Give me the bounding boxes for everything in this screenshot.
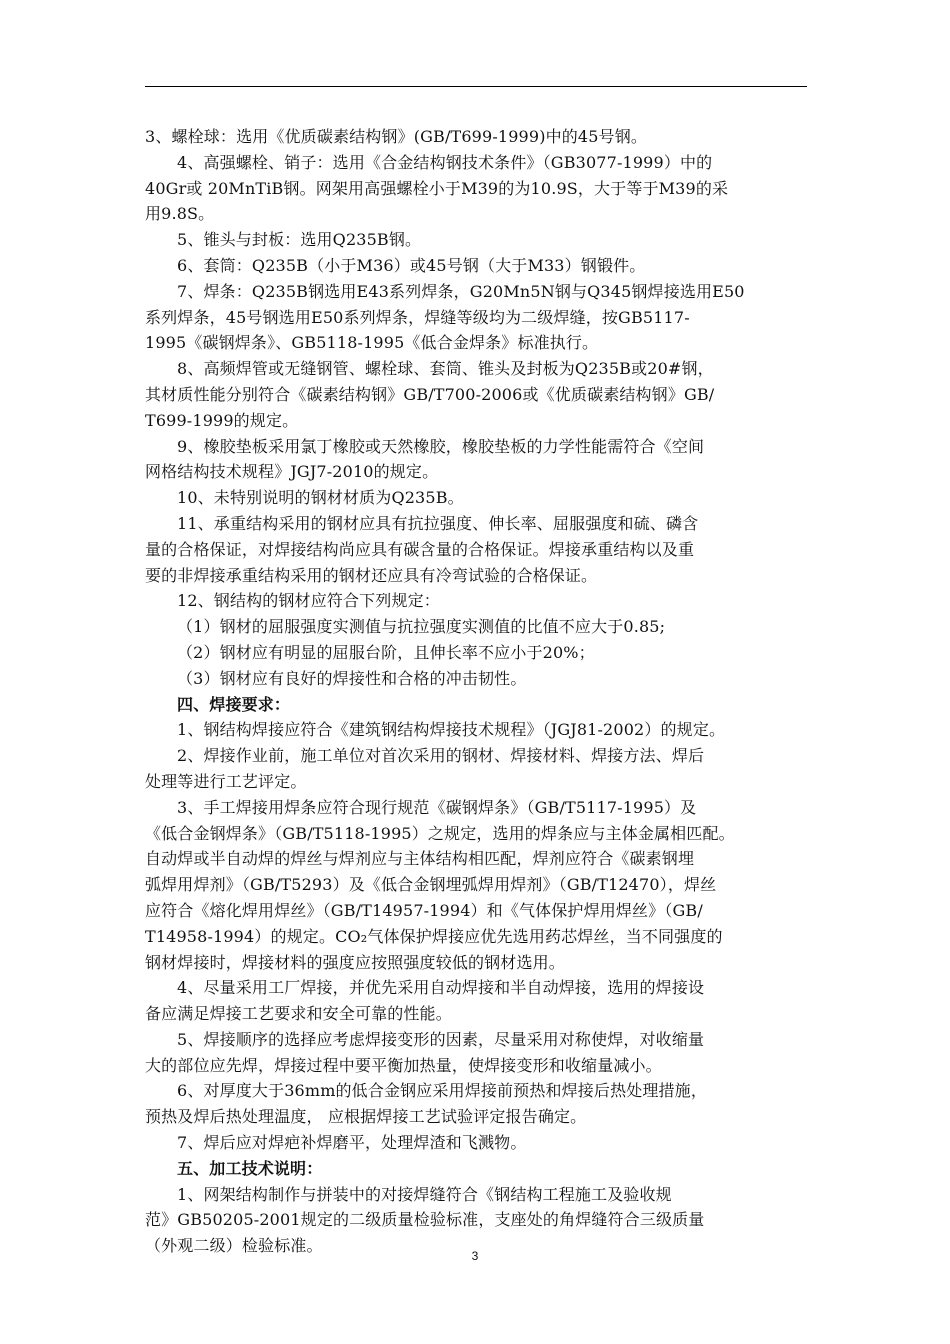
text-line: 6、套筒：Q235B（小于M36）或45号钢（大于M33）钢锻件。 <box>177 255 646 275</box>
text-line: 3、手工焊接用焊条应符合现行规范《碳钢焊条》（GB/T5117-1995）及 <box>177 797 697 817</box>
text-line: 弧焊用焊剂》（GB/T5293）及《低合金钢埋弧焊用焊剂》（GB/T12470），焊丝 <box>145 875 717 895</box>
text-line: 7、焊条：Q235B钢选用E43系列焊条，G20Mn5N钢与Q345钢焊接选用E50 <box>177 281 745 301</box>
text-line: 6、对厚度大于36mm的低合金钢应采用焊接前预热和焊接后热处理措施， <box>177 1081 707 1101</box>
text-line: 处理等进行工艺评定。 <box>145 771 307 791</box>
text-line: 12、钢结构的钢材应符合下列规定： <box>177 591 440 611</box>
text-line: 用9.8S。 <box>145 204 215 224</box>
text-line: 5、焊接顺序的选择应考虑焊接变形的因素，尽量采用对称使焊，对收缩量 <box>177 1029 705 1049</box>
text-line: 量的合格保证，对焊接结构尚应具有碳含量的合格保证。焊接承重结构以及重 <box>145 539 695 559</box>
text-line: 9、橡胶垫板采用氯丁橡胶或天然橡胶，橡胶垫板的力学性能需符合《空间 <box>177 436 705 456</box>
section-heading: 五、加工技术说明： <box>177 1158 323 1178</box>
text-line: 8、高频焊管或无缝钢管、螺栓球、套筒、锥头及封板为Q235B或20#钢， <box>177 359 714 379</box>
text-line: 1995《碳钢焊条》、GB5118-1995《低合金焊条》标准执行。 <box>145 333 599 353</box>
text-line: 系列焊条，45号钢选用E50系列焊条，焊缝等级均为二级焊缝，按GB5117- <box>145 307 690 327</box>
text-line: 4、高强螺栓、销子：选用《合金结构钢技术条件》（GB3077-1999）中的 <box>177 152 713 172</box>
text-line: 备应满足焊接工艺要求和安全可靠的性能。 <box>145 1004 452 1024</box>
text-line: （1）钢材的屈服强度实测值与抗拉强度实测值的比值不应大于0.85; <box>177 617 666 637</box>
text-line: 自动焊或半自动焊的焊丝与焊剂应与主体结构相匹配，焊剂应符合《碳素钢埋 <box>145 849 695 869</box>
text-line: 3、螺栓球：选用《优质碳素结构钢》(GB/T699-1999)中的45号钢。 <box>145 127 647 146</box>
text-line: 10、未特别说明的钢材材质为Q235B。 <box>177 488 464 508</box>
text-line: 7、焊后应对焊疤补焊磨平，处理焊渣和飞溅物。 <box>177 1133 527 1153</box>
text-line: 1、钢结构焊接应符合《建筑钢结构焊接技术规程》（JGJ81-2002）的规定。 <box>177 720 726 740</box>
text-line: 网格结构技术规程》JGJ7-2010的规定。 <box>145 462 439 482</box>
text-line: （3）钢材应有良好的焊接性和合格的冲击韧性。 <box>177 668 527 688</box>
text-line: 5、锥头与封板：选用Q235B钢。 <box>177 230 422 250</box>
text-line: 大的部位应先焊，焊接过程中要平衡加热量，使焊接变形和收缩量减小。 <box>145 1055 662 1075</box>
text-line: 2、焊接作业前，施工单位对首次采用的钢材、焊接材料、焊接方法、焊后 <box>177 746 705 766</box>
section-heading: 四、焊接要求： <box>177 694 291 714</box>
text-line: 11、承重结构采用的钢材应具有抗拉强度、伸长率、屈服强度和硫、磷含 <box>177 513 699 533</box>
text-line: T699-1999的规定。 <box>145 410 299 430</box>
text-line: 4、尽量采用工厂焊接，并优先采用自动焊接和半自动焊接，选用的焊接设 <box>177 978 705 998</box>
document-body <box>145 124 815 1259</box>
text-line: T14958-1994）的规定。CO₂气体保护焊接应优先选用药芯焊丝，当不同强度的 <box>145 926 723 946</box>
text-line: 预热及焊后热处理温度， 应根据焊接工艺试验评定报告确定。 <box>145 1107 587 1127</box>
page-number: 3 <box>471 1249 479 1263</box>
text-line: 40Gr或 20MnTiB钢。网架用高强螺栓小于M39的为10.9S，大于等于M39的采 <box>145 178 729 198</box>
header-rule <box>145 86 807 87</box>
text-line: 1、网架结构制作与拼装中的对接焊缝符合《钢结构工程施工及验收规 <box>177 1184 672 1204</box>
text-line: 应符合《熔化焊用焊丝》（GB/T14957-1994）和《气体保护焊用焊丝》（GB/ <box>145 900 703 920</box>
text-line: 钢材焊接时，焊接材料的强度应按照强度较低的钢材选用。 <box>145 952 565 972</box>
text-line: 要的非焊接承重结构采用的钢材还应具有冷弯试验的合格保证。 <box>145 565 598 585</box>
text-line: （2）钢材应有明显的屈服台阶，且伸长率不应小于20%； <box>177 642 595 662</box>
text-line: 《低合金钢焊条》（GB/T5118-1995）之规定，选用的焊条应与主体金属相匹配。 <box>145 823 735 843</box>
text-line: （外观二级）检验标准。 <box>145 1236 323 1256</box>
text-line: 其材质性能分别符合《碳素结构钢》GB/T700-2006或《优质碳素结构钢》GB/ <box>145 384 715 404</box>
text-line: 范》GB50205-2001规定的二级质量检验标准，支座处的角焊缝符合三级质量 <box>145 1210 705 1230</box>
